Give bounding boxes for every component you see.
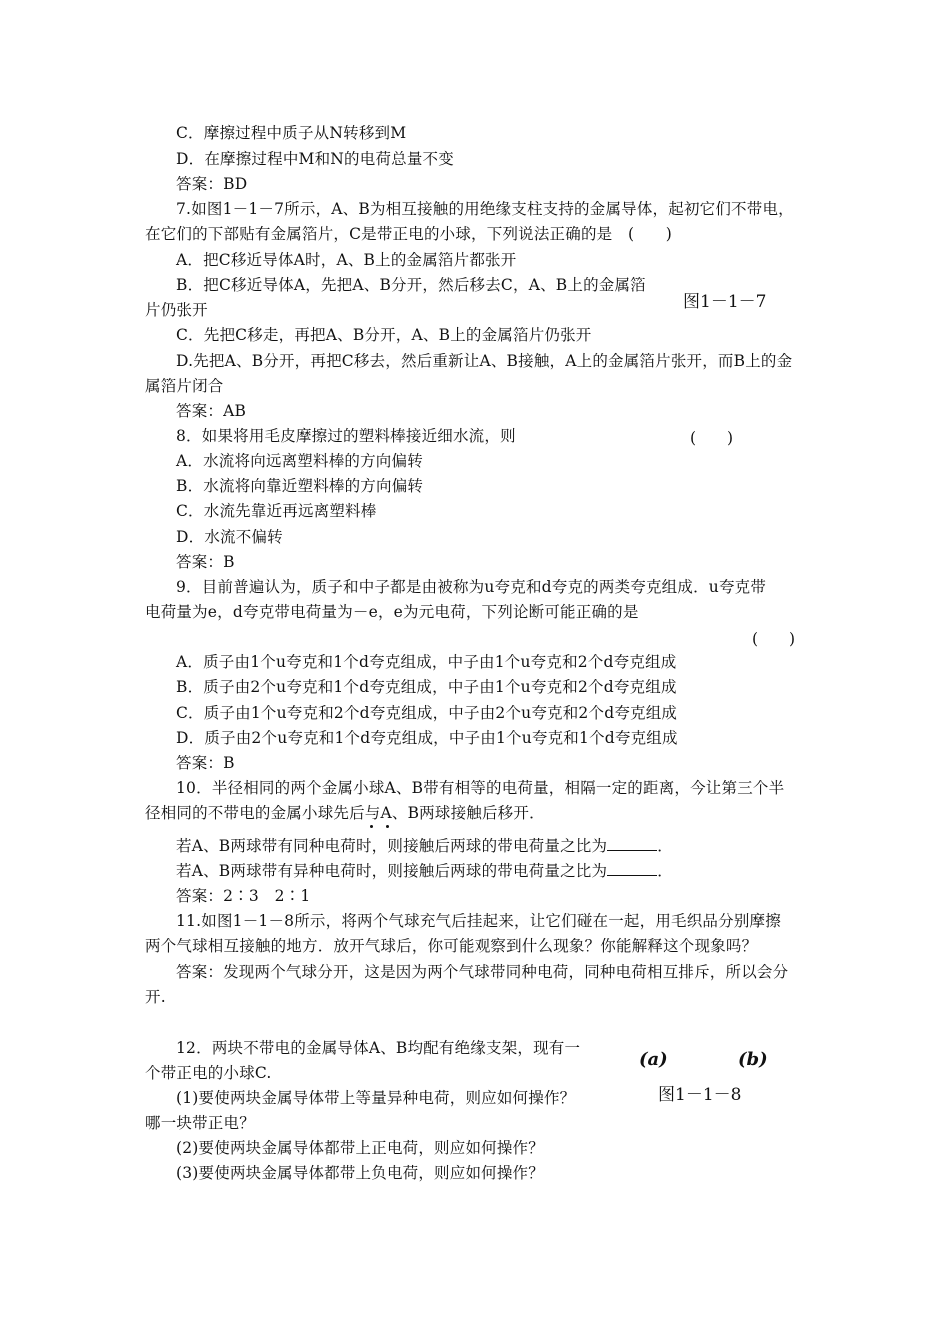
- q12-stem-line2: 个带正电的小球C.: [145, 1064, 272, 1082]
- q12-sub-3: (3)要使两块金属导体都带上负电荷，则应如何操作？: [176, 1164, 544, 1182]
- q8-option-d: D．水流不偏转: [176, 528, 283, 546]
- figure-1-1-8-label-a: (a): [639, 1049, 668, 1070]
- q8-stem: 8．如果将用毛皮摩擦过的塑料棒接近细水流，则: [176, 427, 516, 445]
- q8-answer-paren: ( ): [690, 429, 734, 447]
- q7-option-c: C．先把C移走，再把A、B分开，A、B上的金属箔片仍张开: [176, 326, 592, 344]
- q9-option-d: D．质子由2个u夸克和1个d夸克组成，中子由1个u夸克和1个d夸克组成: [176, 729, 678, 747]
- q11-stem-line1: 11.如图1－1－8所示，将两个气球充气后挂起来，让它们碰在一起，用毛织品分别摩擦: [176, 912, 781, 930]
- q10-answer: 答案：2∶3 2∶1: [176, 887, 311, 905]
- q12-sub-1-line1: (1)要使两块金属导体带上等量异种电荷，则应如何操作？: [176, 1089, 576, 1107]
- q7-option-d-line2: 属箔片闭合: [145, 377, 224, 395]
- q11-answer-line2: 开.: [145, 988, 166, 1006]
- q11-stem-line2: 两个气球相互接触的地方．放开气球后，你可能观察到什么现象？你能解释这个现象吗？: [145, 937, 758, 955]
- q7-stem-line2: 在它们的下部贴有金属箔片，C是带正电的小球，下列说法正确的是 ( ): [145, 225, 672, 243]
- q7-option-d-line1: D.先把A、B分开，再把C移去，然后重新让A、B接触，A上的金属箔片张开，而B上的金: [176, 352, 793, 370]
- q7-answer: 答案：AB: [176, 402, 247, 420]
- q8-option-b: B．水流将向靠近塑料棒的方向偏转: [176, 477, 424, 495]
- q10-sub-2-text: 若A、B两球带有异种电荷时，则接触后两球的带电荷量之比为: [176, 862, 608, 880]
- emphasis-dot: [386, 825, 389, 828]
- figure-1-1-8-label-b: (b): [738, 1049, 768, 1070]
- q9-answer: 答案：B: [176, 754, 235, 772]
- q6-answer: 答案：BD: [176, 175, 248, 193]
- emphasis-dot: [370, 825, 373, 828]
- q9-stem-line2: 电荷量为e，d夸克带电荷量为－e，e为元电荷，下列论断可能正确的是: [145, 603, 639, 621]
- q8-option-a: A．水流将向远离塑料棒的方向偏转: [176, 452, 423, 470]
- figure-1-1-7-caption: 图1－1－7: [683, 292, 767, 312]
- q12-sub-1-line2: 哪一块带正电？: [145, 1114, 255, 1132]
- q10-stem-line2: 径相同的不带电的金属小球先后与A、B两球接触后移开．: [145, 804, 545, 822]
- q9-stem-line1: 9．目前普遍认为，质子和中子都是由被称为u夸克和d夸克的两类夸克组成．u夸克带: [176, 578, 767, 596]
- q8-option-c: C．水流先靠近再远离塑料棒: [176, 502, 377, 520]
- q12-sub-2: (2)要使两块金属导体都带上正电荷，则应如何操作？: [176, 1139, 544, 1157]
- q7-option-b-line2: 片仍张开: [145, 301, 208, 319]
- q8-answer: 答案：B: [176, 553, 235, 571]
- q10-stem-line1: 10．半径相同的两个金属小球A、B带有相等的电荷量，相隔一定的距离，今让第三个半: [176, 779, 785, 797]
- q12-stem-line1: 12．两块不带电的金属导体A、B均配有绝缘支架，现有一: [176, 1039, 581, 1057]
- q7-option-a: A．把C移近导体A时，A、B上的金属箔片都张开: [176, 251, 517, 269]
- q9-option-a: A．质子由1个u夸克和1个d夸克组成，中子由1个u夸克和2个d夸克组成: [176, 653, 677, 671]
- q6-option-d: D．在摩擦过程中M和N的电荷总量不变: [176, 150, 454, 168]
- q10-sub-1-text: 若A、B两球带有同种电荷时，则接触后两球的带电荷量之比为: [176, 837, 608, 855]
- answer-blank[interactable]: [607, 836, 657, 851]
- q9-answer-paren: ( ): [752, 630, 796, 648]
- q10-sub-1-period: ．: [657, 837, 673, 855]
- q7-option-b-line1: B．把C移近导体A，先把A、B分开，然后移去C，A、B上的金属箔: [176, 276, 646, 294]
- q9-option-c: C．质子由1个u夸克和2个d夸克组成，中子由2个u夸克和2个d夸克组成: [176, 704, 678, 722]
- answer-blank[interactable]: [607, 861, 657, 876]
- q10-sub-2-period: ．: [657, 862, 673, 880]
- figure-1-1-8-caption: 图1－1－8: [658, 1085, 742, 1105]
- q6-option-c: C．摩擦过程中质子从N转移到M: [176, 124, 407, 142]
- q10-sub-question-1: [176, 836, 673, 856]
- q10-sub-question-2: [176, 861, 673, 881]
- q9-option-b: B．质子由2个u夸克和1个d夸克组成，中子由1个u夸克和2个d夸克组成: [176, 678, 677, 696]
- q11-answer-line1: 答案：发现两个气球分开，这是因为两个气球带同种电荷，同种电荷相互排斥，所以会分: [176, 963, 789, 981]
- q7-stem-line1: 7.如图1－1－7所示，A、B为相互接触的用绝缘支柱支持的金属导体，起初它们不带电，: [176, 200, 794, 218]
